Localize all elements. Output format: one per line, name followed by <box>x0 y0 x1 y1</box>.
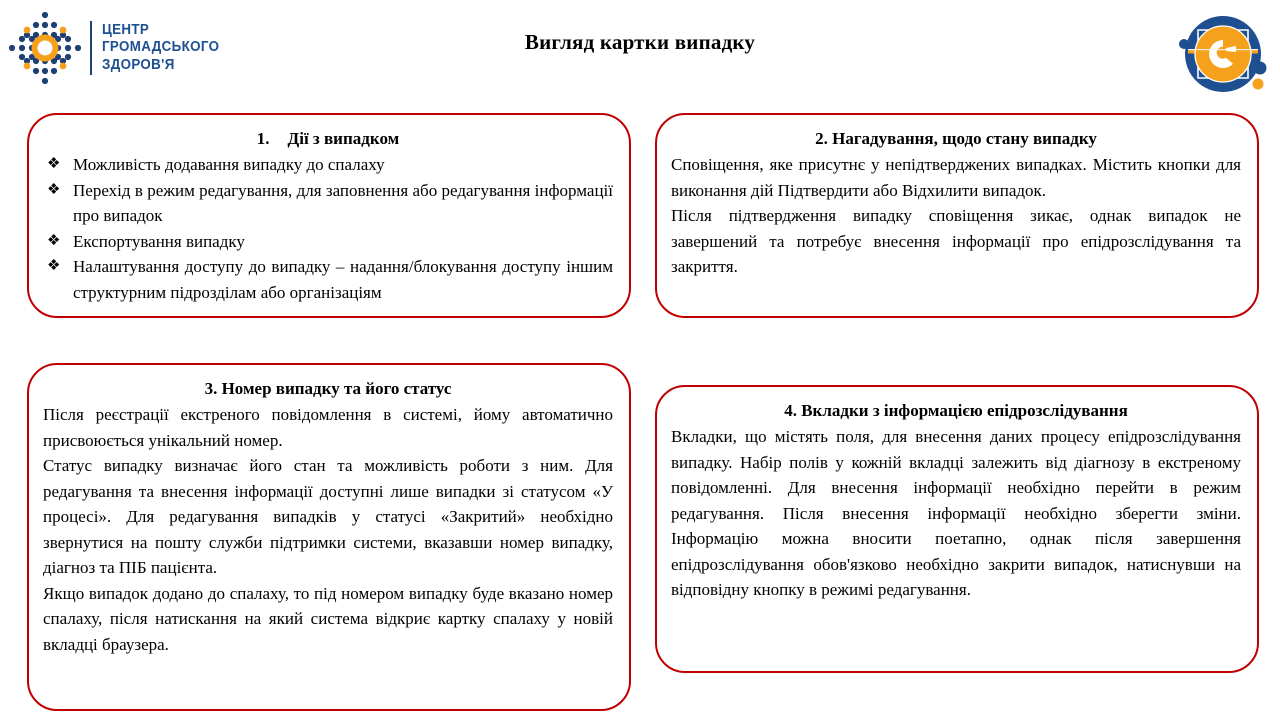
box-2-heading: 2. Нагадування, щодо стану випадку <box>815 129 1097 148</box>
box-3-paragraph-1: Після реєстрації екстреного повідомлення в системі, йому автоматично присвоюється унікальний номер. <box>43 405 613 450</box>
logo-wordmark <box>102 22 219 75</box>
list-item <box>43 229 613 255</box>
callout-box-actions <box>27 113 631 318</box>
diamond-bullet-icon: ❖ <box>47 156 61 172</box>
list-item-text: Перехід в режим редагування, для заповнення або редагування інформації про випадок <box>73 180 613 225</box>
box-3-paragraph-2: Статус випадку визначає його стан та можливість роботи з ним. Для редагування та внесення інформації доступні лише випадки зі статусом «У процесі». Для редагування випадків у статусі «Закритий» необхідно звернутися на пошту служби підтримки системи, вказавши номер випадку, діагноз та ПІБ пацієнта. <box>43 456 613 577</box>
box-1-heading <box>43 127 613 151</box>
dot-mandala-icon <box>6 9 84 87</box>
box-3-heading: 3. Номер випадку та його статус <box>204 379 452 398</box>
callout-box-tabs-info <box>655 385 1259 673</box>
list-item <box>43 254 613 305</box>
box-4-paragraph-1: Вкладки, що містять поля, для внесення даних процесу епідрозслідування випадку. Набір полів у кожній вкладці залежить від діагнозу в екстреному повідомленні. Для внесення інформації необхідно перейти в режим редагування. Після внесення інформації необхідно зберегти зміни. Інформацію можна вносити поетапно, однак після завершення епідрозслідування обов'язково необхідно закрити випадок, натиснувши на відповідну кнопку в режимі редагування. <box>671 427 1241 599</box>
logo-wordmark-line-1: ЦЕНТР <box>102 21 150 38</box>
diamond-bullet-icon: ❖ <box>47 181 61 198</box>
diamond-bullet-icon: ❖ <box>47 258 61 274</box>
box-2-paragraph-1: Сповіщення, яке присутнє у непідтверджених випадках. Містить кнопки для виконання дій Підтвердити або Відхилити випадок. <box>671 155 1241 200</box>
logo-public-health-center <box>6 8 236 88</box>
circular-c-emblem-icon <box>1174 6 1272 98</box>
list-item-text: Експортування випадку <box>73 231 245 251</box>
logo-wordmark-line-3: ЗДОРОВ'Я <box>102 56 175 73</box>
diamond-bullet-icon: ❖ <box>47 232 61 249</box>
list-item <box>43 152 613 178</box>
list-item-text: Налаштування доступу до випадку – надання/блокування доступу іншим структурним підрозділам або організаціям <box>73 257 613 302</box>
list-item <box>43 178 613 229</box>
box-1-number: 1. <box>256 129 270 148</box>
logo-divider <box>90 21 92 75</box>
page-header <box>0 0 1280 100</box>
callout-box-reminder <box>655 113 1259 318</box>
box-1-bullet-list <box>43 152 613 305</box>
box-3-paragraph-3: Якщо випадок додано до спалаху, то під номером випадку буде вказано номер спалаху, після натискання на який система відкриє картку спалаху у новій вкладці браузера. <box>43 583 613 654</box>
callout-box-case-number-status <box>27 363 631 711</box>
list-item-text: Можливість додавання випадку до спалаху <box>73 155 385 174</box>
logo-wordmark-line-2: ГРОМАДСЬКОГО <box>102 39 220 56</box>
box-2-paragraph-2: Після підтвердження випадку сповіщення зикає, однак випадок не завершений та потребує внесення інформації про епідрозслідування та закриття. <box>671 206 1241 276</box>
box-1-heading-text: Дії з випадком <box>287 129 400 148</box>
page-title: Вигляд картки випадку <box>524 30 756 54</box>
box-4-heading: 4. Вкладки з інформацією епідрозслідування <box>784 401 1128 420</box>
